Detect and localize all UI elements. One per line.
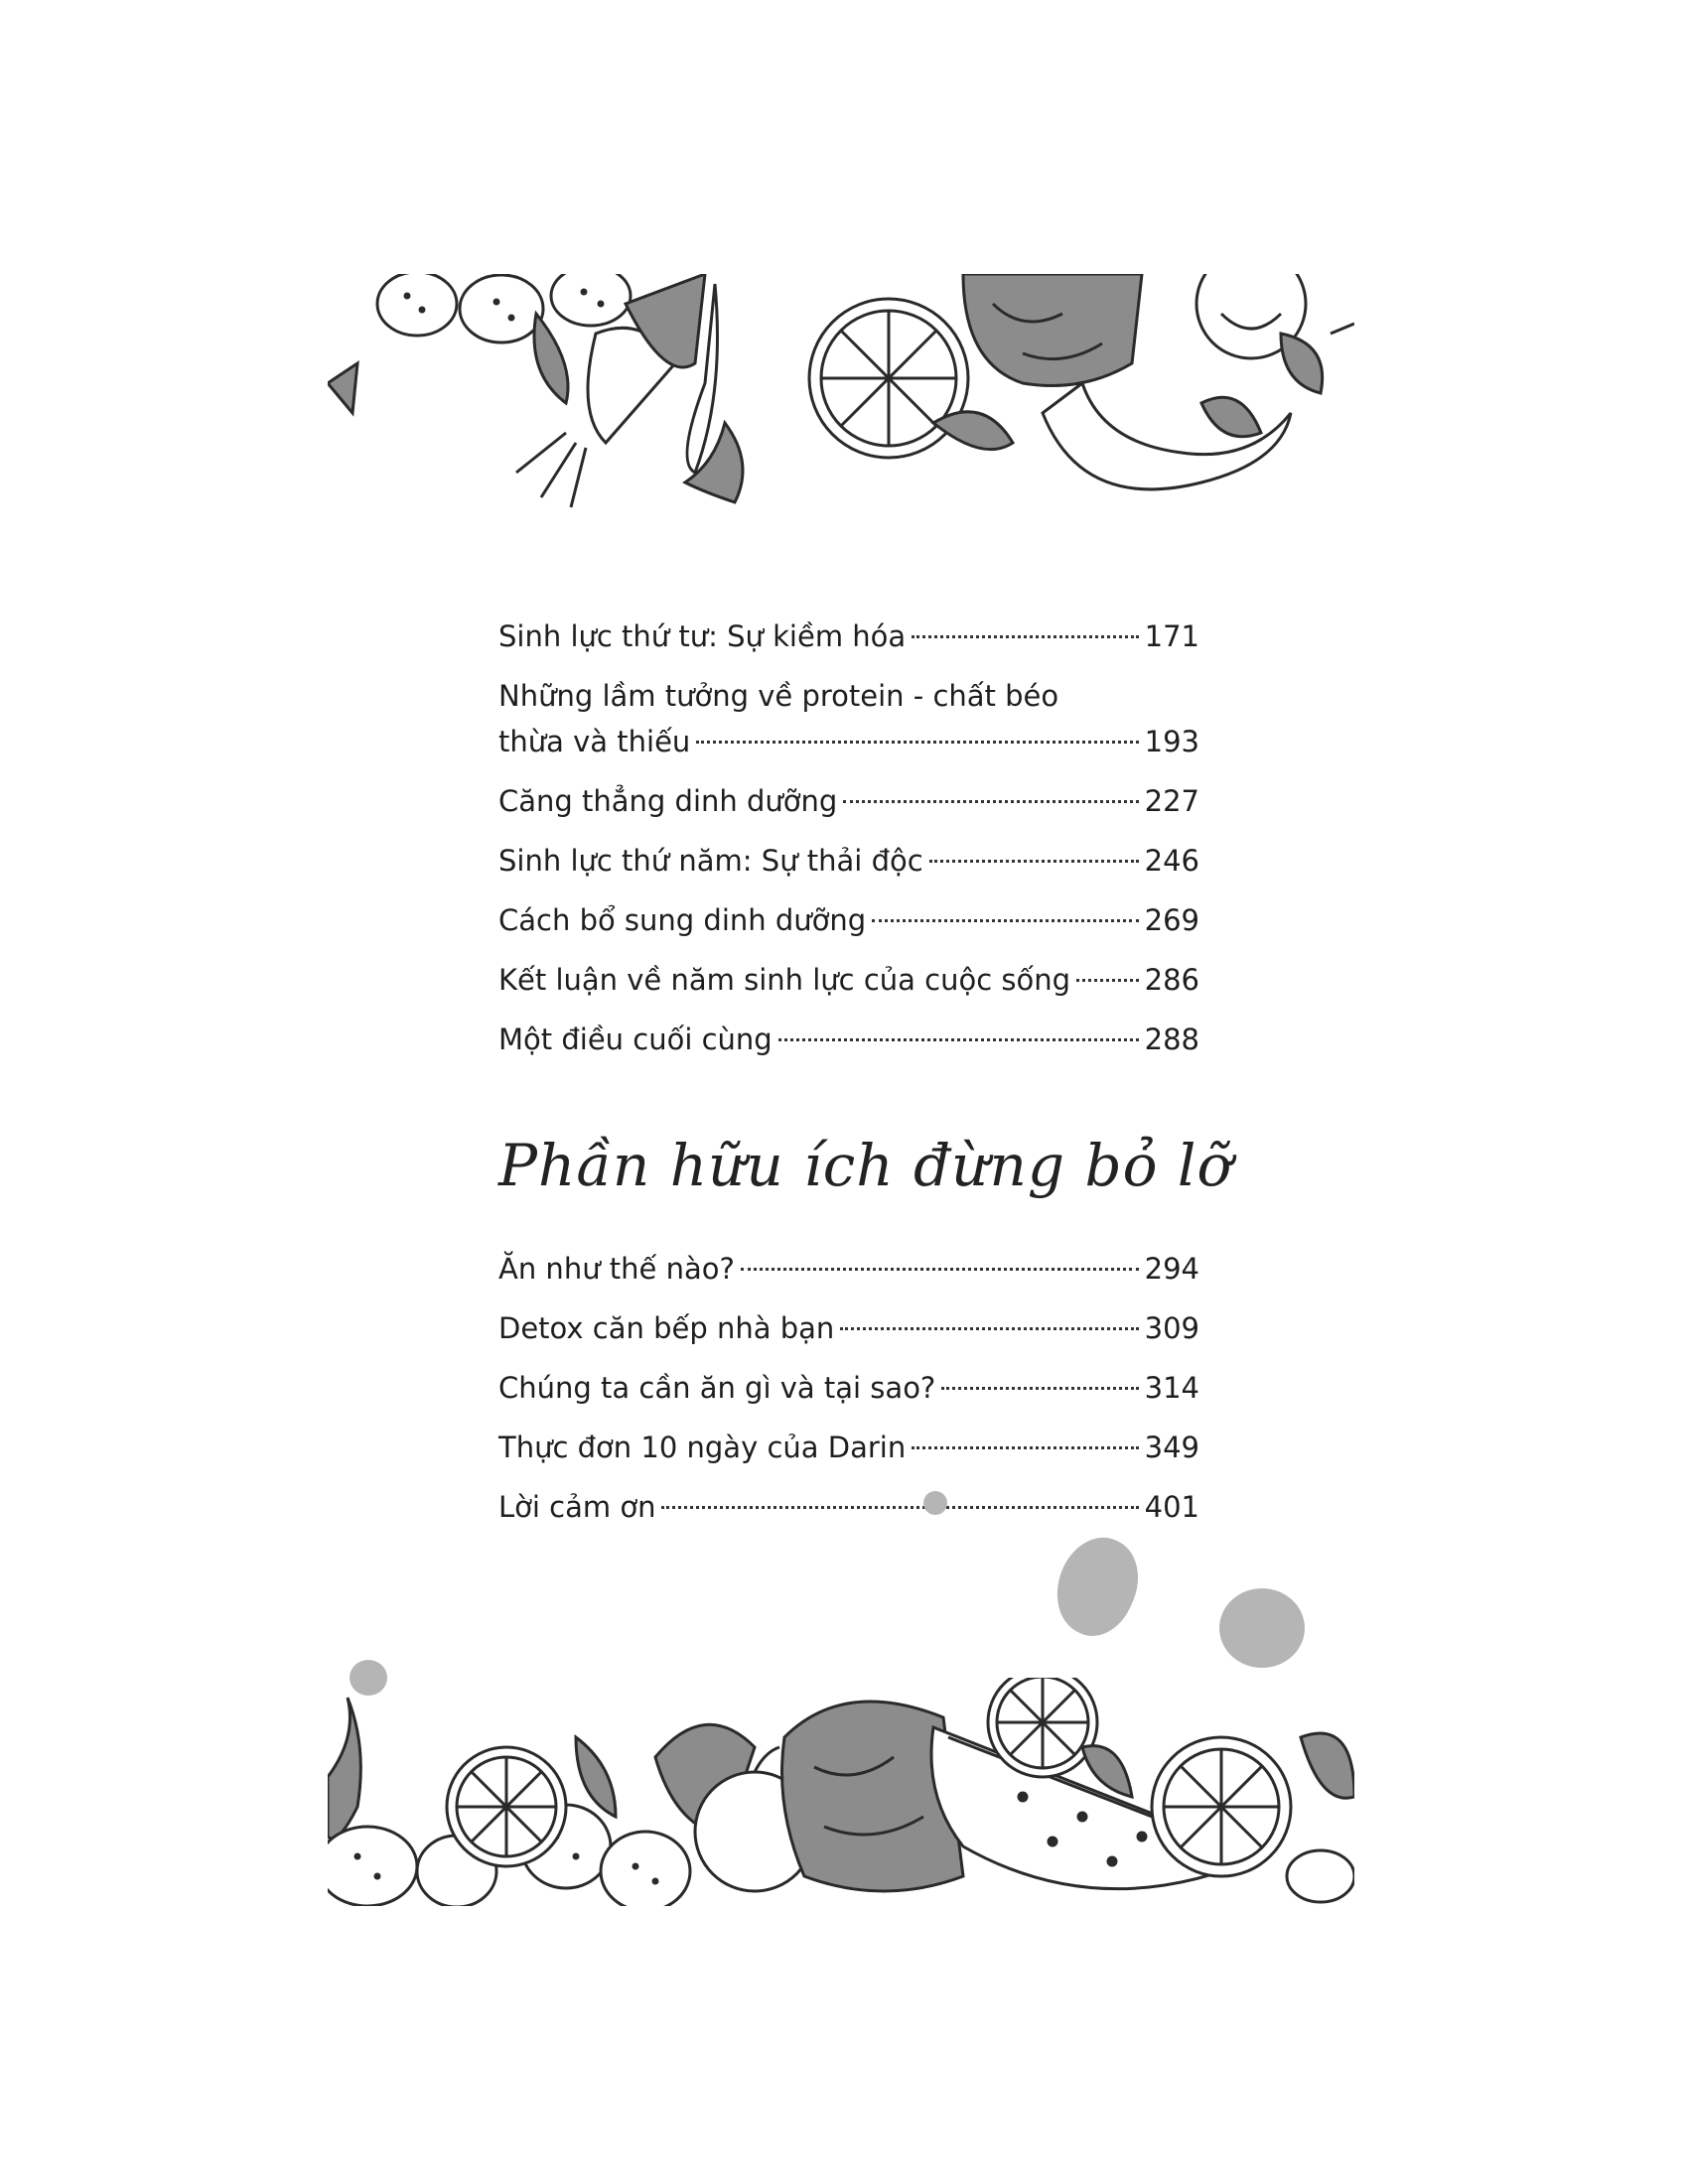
toc-entry-title: Thực đơn 10 ngày của Darin <box>498 1431 907 1464</box>
toc-entry[interactable] <box>498 614 1199 659</box>
toc-entry-page: 171 <box>1144 619 1199 653</box>
toc-entry[interactable] <box>498 957 1199 1003</box>
citrus-slice-icon <box>988 1678 1097 1777</box>
toc-entry[interactable] <box>498 897 1199 943</box>
dot-leader <box>929 860 1139 863</box>
dot-leader <box>778 1038 1139 1041</box>
top-fruit-illustration <box>328 274 1354 522</box>
toc-entry[interactable] <box>498 1246 1199 1292</box>
bottom-fruit-illustration <box>328 1678 1354 1906</box>
citrus-slice-icon <box>809 299 968 458</box>
toc-entry[interactable] <box>498 1305 1199 1351</box>
toc-entry-title: Detox căn bếp nhà bạn <box>498 1311 835 1345</box>
toc-entry[interactable] <box>498 1484 1199 1530</box>
dot-leader <box>912 1446 1138 1449</box>
toc-entry[interactable] <box>498 1365 1199 1411</box>
toc-entry[interactable] <box>498 1017 1199 1062</box>
dot-leader <box>912 635 1138 638</box>
citrus-slice-icon <box>447 1747 566 1866</box>
toc-entry-page: 286 <box>1144 963 1199 997</box>
dot-leader <box>696 741 1138 744</box>
decorative-blob <box>923 1491 947 1515</box>
toc-entry-title: Sinh lực thứ tư: Sự kiềm hóa <box>498 619 907 653</box>
toc-entry[interactable] <box>498 1425 1199 1470</box>
toc-entry-title: Chúng ta cần ăn gì và tại sao? <box>498 1371 936 1405</box>
toc-entry-title: thừa và thiếu <box>498 725 691 758</box>
citrus-slice-icon <box>1152 1737 1291 1876</box>
dot-leader <box>840 1327 1138 1330</box>
toc-entry-page: 309 <box>1144 1311 1199 1345</box>
toc-entry-title: Cách bổ sung dinh dưỡng <box>498 903 867 937</box>
toc-entry-page: 349 <box>1144 1431 1199 1464</box>
toc-entry-page: 294 <box>1144 1252 1199 1286</box>
dot-leader <box>843 800 1138 803</box>
toc-entry-title: Kết luận về năm sinh lực của cuộc sống <box>498 963 1071 997</box>
toc-entry-page: 246 <box>1144 844 1199 878</box>
strawberry-icon <box>377 274 631 342</box>
toc-entry-page: 401 <box>1144 1490 1199 1524</box>
dot-leader <box>741 1268 1139 1271</box>
toc-entry[interactable] <box>498 838 1199 884</box>
toc-entry-page: 288 <box>1144 1023 1199 1056</box>
toc-entry[interactable] <box>498 673 1199 764</box>
bonus-table-of-contents <box>498 1246 1199 1544</box>
table-of-contents <box>498 614 1199 1076</box>
toc-entry-title: Sinh lực thứ năm: Sự thải độc <box>498 844 923 878</box>
toc-entry[interactable] <box>498 778 1199 824</box>
toc-entry-title: Lời cảm ơn <box>498 1490 656 1524</box>
dot-leader <box>941 1387 1138 1390</box>
dot-leader <box>872 919 1138 922</box>
toc-entry-page: 227 <box>1144 784 1199 818</box>
toc-entry-page: 269 <box>1144 903 1199 937</box>
toc-entry-page: 314 <box>1144 1371 1199 1405</box>
toc-entry-title-line1: Những lầm tưởng về protein - chất béo <box>498 679 1059 713</box>
decorative-blob <box>1219 1588 1305 1668</box>
dot-leader <box>1076 979 1139 982</box>
toc-entry-title: Một điều cuối cùng <box>498 1023 773 1056</box>
toc-entry-title: Ăn như thế nào? <box>498 1252 735 1286</box>
dot-leader <box>661 1506 1138 1509</box>
section-title: Phần hữu ích đừng bỏ lỡ <box>498 1132 1233 1199</box>
toc-entry-title: Căng thẳng dinh dưỡng <box>498 784 838 818</box>
toc-entry-page: 193 <box>1144 725 1199 758</box>
